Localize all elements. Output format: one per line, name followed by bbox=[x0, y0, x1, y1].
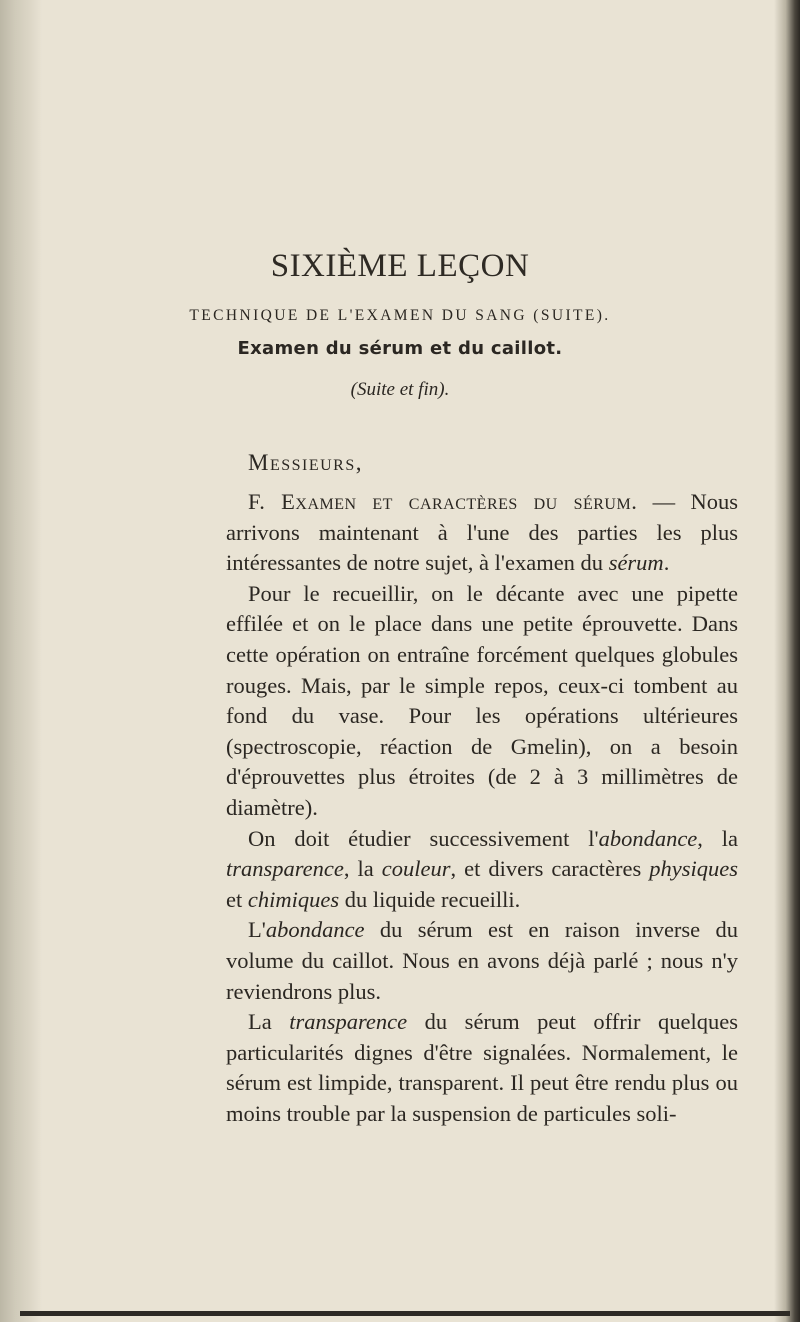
body-text bbox=[226, 487, 738, 1129]
binding-shadow bbox=[0, 0, 42, 1322]
suite-note: (Suite et fin). bbox=[350, 379, 450, 400]
paragraph-1: F. Examen et caractères du sérum. — Nous arrivons maintenant à l'une des parties les plus intéressantes de notre sujet, à l'examen du sérum. bbox=[226, 489, 738, 576]
paragraph-2: Pour le recueillir, on le décante avec une pipette effilée et on le place dans une petite éprouvette. Dans cette opération on entraîne forcément quelques globules rouges. Mais, par le simple repos, ceux-ci tombent au fond du vase. Pour les opérations ultérieures (spectroscopie, réaction de Gmelin), on a besoin d'éprouvettes plus étroites (de 2 à 3 millimètres de diamètre). bbox=[226, 580, 738, 820]
paragraph-5: La transparence du sérum peut offrir quelques particularités dignes d'être signalées. Normalement, le sérum est limpide, transparent. Il peut être rendu plus ou moins trouble par la suspension de particules soli- bbox=[226, 1009, 738, 1126]
page-bottom-edge bbox=[20, 1311, 790, 1316]
paragraph-4: L'abondance du sérum est en raison inverse du volume du caillot. Nous en avons déjà parlé ; nous n'y reviendrons plus. bbox=[226, 917, 738, 1004]
salutation: Messieurs, bbox=[248, 450, 363, 475]
chapter-subtitle: TECHNIQUE DE L'EXAMEN DU SANG (SUITE). bbox=[189, 307, 611, 324]
section-title: Examen du sérum et du caillot. bbox=[237, 338, 563, 359]
paragraph-3: On doit étudier successivement l'abondance, la transparence, la couleur, et divers caractères physiques et chimiques du liquide recueilli. bbox=[226, 825, 738, 912]
section-label: F. Examen et caractères du sérum. bbox=[248, 489, 638, 514]
chapter-title: SIXIÈME LEÇON bbox=[270, 248, 530, 284]
page-edge-shadow bbox=[774, 0, 800, 1322]
